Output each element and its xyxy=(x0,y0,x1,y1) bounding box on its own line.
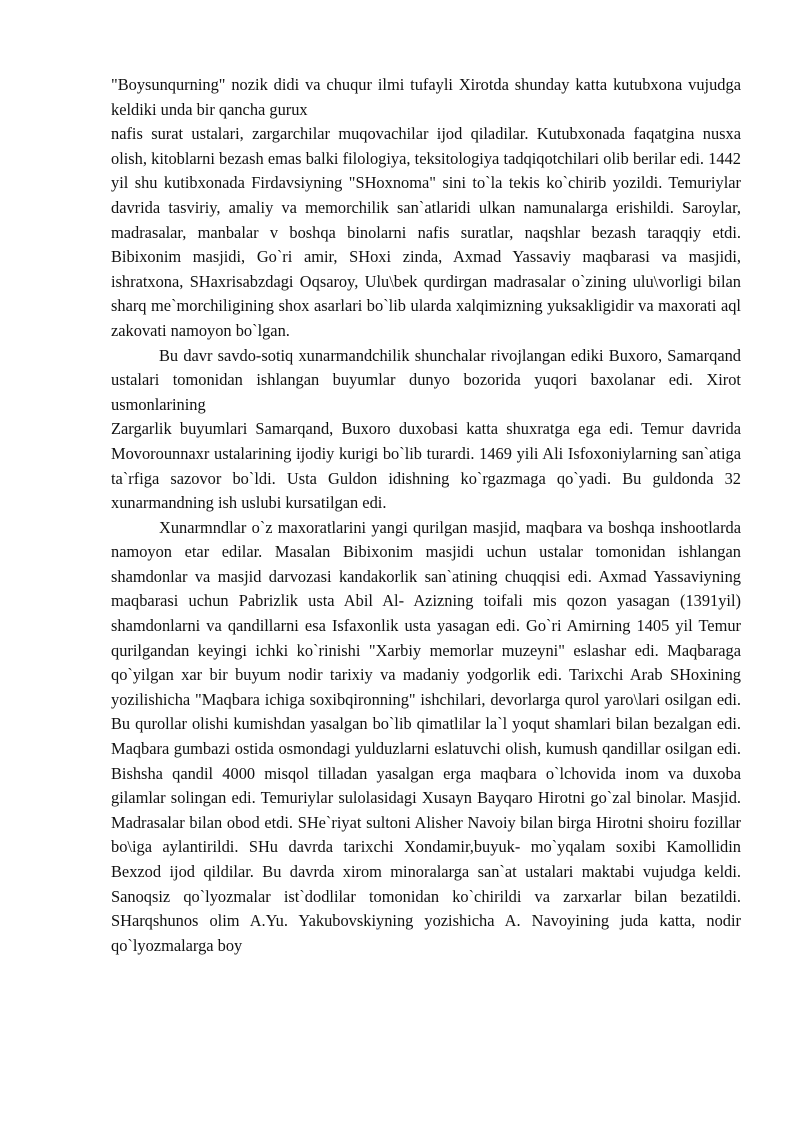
text-line: xar bir buyum nodir tarixiy va madaniy yodgorlik edi. Tarixchi Arab SHoxining xyxy=(181,665,741,685)
text-line: Temuriylar sulolasidagi Xusayn Bayqaro Hirotni go`zal binolar. Masjid. xyxy=(260,788,741,808)
text-line: Zargarlik buyumlari Samarqand, Buxoro duxobasi katta shuxratga ega edi. Temur xyxy=(111,419,684,439)
text-line: masjidi, ishratxona, SHaxrisabzdagi Oqsaroy, Ulu\bek qurdirgan madrasalar xyxy=(111,247,741,291)
text-line: shoiru fozillar bo\iga aylantirildi. SHu davrda tarixchi Xondamir,buyuk- xyxy=(111,812,741,857)
text-line: faqatgina nusxa olish, kitoblarni bezash emas balki filologiya, teksitologiya xyxy=(111,124,741,168)
text-line: Bu davr savdo-sotiq xunarmandchilik shunchalar rivojlangan ediki Buxoro, xyxy=(159,345,663,365)
text-line: Isfaxonlik usta yasagan edi. Go`ri Amirning 1405 yil Temur qurilgandan keyingi xyxy=(111,616,741,660)
text-line: mo`yqalam soxibi Kamollidin Bexzod ijod qildilar. Bu davrda xirom minoralarga xyxy=(111,837,742,881)
text-line: nafis surat ustalari, zargarchilar muqovachilar ijod qiladilar. Kutubxonada xyxy=(111,124,626,144)
text-line: shamlari bilan bezalgan edi. Maqbara gumbazi ostida osmondagi yulduzlarni xyxy=(111,714,741,759)
paragraph-p4 xyxy=(111,417,741,515)
text-line: Azizning toifali mis qozon yasagan (1391yil) shamdonlarni va qandillarni esa xyxy=(111,591,741,636)
text-line: tomonidan ko`chirildi va zarxarlar bilan bezatildi. SHarqshunos olim A.Yu. xyxy=(111,886,741,931)
paragraph-p2 xyxy=(111,122,741,343)
text-line: ko`rgazmaga qo`yadi. Bu guldonda 32 xunarmandning ish uslubi kursatilgan edi. xyxy=(111,468,741,513)
text-line: "Boysunqurning" nozik didi va chuqur ilmi tufayli Xirotda shunday katta xyxy=(111,75,608,94)
text-line: o`zining ulu\vorligi bilan sharq me`morchiligining shox asarlari bo`lib ularda xyxy=(111,271,741,316)
text-line: va memorchilik san`atlaridi ulkan namunalarga erishildi. Saroylar, madrasalar, xyxy=(111,197,741,242)
text-line: kutubxona vujudga keldiki unda bir qancha gurux xyxy=(111,75,741,119)
text-line: Bibixonim masjidi, Go`ri amir, SHoxi zinda, Axmad Yassaviy maqbarasi va xyxy=(111,247,677,267)
text-line: osilgan edi. Bu qurollar olishi kumishdan yasalgan bo`lib qimatlilar la`l yoqut xyxy=(111,689,741,734)
paragraph-p1 xyxy=(111,73,741,122)
text-line: Samarqand ustalari tomonidan ishlangan buyumlar dunyo bozorida yuqori xyxy=(111,345,741,390)
text-line: eslatuvchi olish, kumush qandillar osilgan edi. Bishsha qandil 4000 misqol tilladan xyxy=(111,739,741,783)
text-line: Yakubovskiyning yozishicha A. Navoyining juda katta, nodir qo`lyozmalarga boy xyxy=(111,911,742,955)
text-line: baxolanar edi. Xirot usmonlarining xyxy=(111,370,741,414)
text-line: tadqiqotchilari olib berilar edi. 1442 yil shu kutibxonada Firdavsiyning xyxy=(111,148,741,193)
text-line: manbalar v boshqa binolarni nafis suratlar, naqshlar bezash taraqqiy etdi. xyxy=(197,222,741,242)
paragraph-p5 xyxy=(111,516,741,959)
text-line: xalqimizning yuksakligidir va maxorati aql zakovati namoyon bo`lgan. xyxy=(111,296,741,340)
paragraph-p3 xyxy=(111,344,741,418)
text-line: ichki ko`rinishi "Xarbiy memorlar muzeyni" eslashar edi. Maqbaraga qo`yilgan xyxy=(111,640,741,685)
text-line: yozilishicha "Maqbara ichiga soxibqironning" ishchilari, devorlarga qurol yaro\lari xyxy=(111,689,660,709)
document-page xyxy=(111,73,741,958)
text-line: san`at ustalari maktabi vujudga keldi. Sanoqsiz qo`lyozmalar ist`dodlilar xyxy=(111,862,741,906)
text-line: Xunarmndlar o`z maxoratlarini yangi qurilgan masjid, maqbara va boshqa xyxy=(159,517,655,537)
text-line: chuqqisi edi. Axmad Yassaviyning maqbarasi uchun Pabrizlik usta Abil Al- xyxy=(111,566,741,611)
text-line: davrida Movorounnaxr ustalarining ijodiy kurigi bo`lib turardi. 1469 yili Ali xyxy=(111,419,741,463)
text-line: Madrasalar bilan obod etdi. SHe`riyat sultoni Alisher Navoiy bilan birga Hirotni xyxy=(111,812,644,832)
text-line: "SHoxnoma" sini to`la tekis ko`chirib yozildi. Temuriylar davrida tasviriy, amaliy xyxy=(111,173,741,217)
text-line: yasalgan erga maqbara o`lchovida inom va duxoba gilamlar solingan edi. xyxy=(111,763,741,808)
text-line: Isfoxoniylarning san`atiga ta`rfiga sazovor bo`ldi. Usta Guldon idishning xyxy=(111,443,741,488)
text-line: inshootlarda namoyon etar edilar. Masalan Bibixonim masjidi uchun ustalar xyxy=(111,517,741,562)
text-line: tomonidan ishlangan shamdonlar va masjid darvozasi kandakorlik san`atining xyxy=(111,542,741,586)
